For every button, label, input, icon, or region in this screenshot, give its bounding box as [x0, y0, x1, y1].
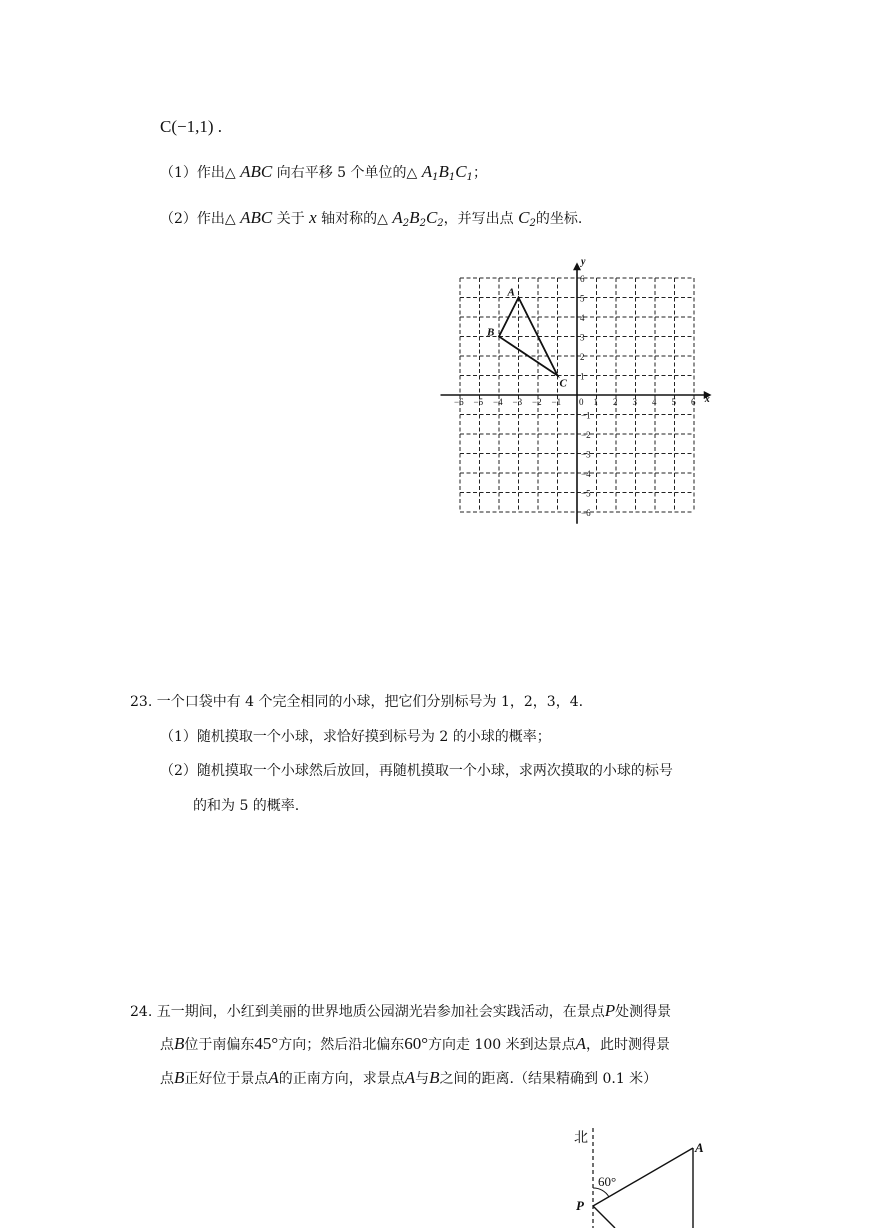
- point-b: B: [174, 1034, 185, 1053]
- subscript: 1: [466, 172, 473, 183]
- text: ；: [473, 165, 487, 181]
- question-number: 23.: [130, 694, 153, 710]
- x-tick-label: 6: [691, 397, 696, 407]
- x-axis-label: x: [704, 394, 710, 405]
- q22-part2: [160, 208, 582, 234]
- x-tick-label: −2: [532, 397, 542, 407]
- direction-figure: [560, 1120, 720, 1228]
- vertex-b: B: [438, 162, 449, 181]
- point-a: A: [575, 1034, 587, 1053]
- point-p: P: [604, 1001, 616, 1020]
- y-axis-label: y: [581, 256, 586, 268]
- y-tick-label: −4: [581, 469, 591, 479]
- y-tick-label: 4: [580, 313, 585, 323]
- vertex-c: C: [455, 162, 467, 181]
- q24-line3: [160, 1068, 657, 1089]
- y-tick-label: 5: [580, 293, 585, 304]
- q24-line1: [130, 1001, 671, 1022]
- x-tick-label: −5: [473, 397, 484, 407]
- text: 作出△: [196, 165, 236, 181]
- part-number: （2）: [160, 211, 197, 227]
- text: 的正南方向，求景点: [278, 1071, 405, 1087]
- triangle-abc: [486, 287, 568, 390]
- x-tick-label: 5: [671, 397, 676, 407]
- text: ，并写出点: [443, 211, 514, 227]
- x-tick-label: 1: [593, 397, 598, 407]
- text: 之间的距离.（结果精确到 0.1 米）: [439, 1071, 658, 1087]
- x-tick-label: −3: [512, 397, 523, 407]
- angle-45: 45°: [254, 1034, 279, 1053]
- y-axis-arrow: [573, 262, 581, 270]
- text: 关于: [276, 211, 305, 227]
- point-c-text: C(−1,1) .: [160, 117, 222, 136]
- text: 的坐标.: [535, 211, 583, 227]
- vertex-a: A: [392, 208, 403, 227]
- vertex-label-a: A: [507, 286, 515, 299]
- subscript: 2: [437, 218, 444, 229]
- angle-60: 60°: [404, 1034, 429, 1053]
- tick-labels: [454, 274, 696, 518]
- subscript: 2: [529, 218, 536, 229]
- q23-stem: [130, 692, 583, 712]
- y-tick-label: 2: [580, 352, 585, 362]
- x-variable: x: [309, 208, 317, 227]
- vertex-c: C: [425, 208, 438, 227]
- point-b: B: [429, 1068, 440, 1087]
- point-a: A: [268, 1068, 279, 1087]
- y-tick-label: −1: [581, 410, 591, 421]
- coordinate-grid-figure: [438, 250, 718, 530]
- text: 方向走 100 米到达景点: [428, 1037, 576, 1053]
- text: 作出△: [196, 211, 236, 227]
- question-stem: 一个口袋中有 4 个完全相同的小球，把它们分别标号为 1，2，3，4.: [156, 694, 584, 710]
- x-tick-label: −1: [551, 397, 562, 407]
- subscript: 1: [448, 172, 456, 183]
- y-tick-label: 6: [580, 274, 585, 284]
- triangle-abc: ABC: [240, 162, 273, 181]
- part-number: （1）: [160, 165, 197, 181]
- y-tick-label: −2: [581, 430, 591, 440]
- question-number: 24.: [130, 1004, 153, 1020]
- point-p-label: P: [576, 1198, 584, 1213]
- north-label: 北: [574, 1131, 588, 1146]
- text: ，此时测得景: [586, 1037, 671, 1053]
- triangle-abc: ABC: [240, 208, 273, 227]
- segment-pb: [593, 1206, 615, 1228]
- text: 点: [160, 1071, 174, 1087]
- text: 与: [415, 1071, 430, 1087]
- angle-label: 60°: [598, 1174, 617, 1189]
- vertex-b: B: [409, 208, 420, 227]
- y-tick-label: 3: [580, 332, 585, 343]
- point-a-label: A: [695, 1140, 704, 1155]
- point-c: C: [518, 208, 530, 227]
- text: 方向；然后沿北偏东: [278, 1037, 405, 1053]
- origin-label: 0: [579, 397, 584, 407]
- x-tick-label: 3: [632, 397, 637, 407]
- text: 正好位于景点: [184, 1071, 269, 1087]
- subscript: 1: [432, 172, 439, 183]
- text: 位于南偏东: [184, 1037, 255, 1053]
- text: 处测得景: [615, 1004, 672, 1020]
- vertex-a: A: [421, 162, 433, 181]
- y-tick-label: −5: [581, 488, 591, 499]
- subscript: 2: [402, 218, 410, 229]
- x-tick-label: −6: [454, 397, 464, 407]
- point-a: A: [404, 1068, 416, 1087]
- vertex-label-c: C: [559, 377, 567, 390]
- q23-part1: （1）随机摸取一个小球，求恰好摸到标号为 2 的小球的概率；: [160, 729, 551, 745]
- text: 点: [160, 1037, 174, 1053]
- q23-part2-line1: （2）随机摸取一个小球然后放回，再随机摸取一个小球，求两次摸取的小球的标号: [160, 763, 673, 779]
- q22-part1: [160, 162, 487, 188]
- x-tick-label: 4: [652, 397, 657, 407]
- given-point-c: [160, 117, 222, 138]
- x-tick-label: 2: [613, 397, 618, 407]
- text: 五一期间，小红到美丽的世界地质公园湖光岩参加社会实践活动，在景点: [156, 1004, 605, 1020]
- text: 向右平移 5 个单位的△: [276, 165, 418, 181]
- y-tick-label: −6: [581, 508, 591, 518]
- angle-arc: [593, 1188, 609, 1197]
- y-tick-label: −3: [581, 449, 591, 460]
- y-tick-label: 1: [580, 371, 585, 382]
- q23-part2-line2: 的和为 5 的概率.: [193, 798, 300, 814]
- axes: [441, 256, 712, 523]
- q24-line2: [160, 1034, 670, 1055]
- subscript: 2: [419, 218, 426, 229]
- vertex-label-b: B: [487, 326, 495, 339]
- point-b: B: [174, 1068, 185, 1087]
- text: 轴对称的△: [321, 211, 388, 227]
- x-tick-label: −4: [493, 397, 503, 407]
